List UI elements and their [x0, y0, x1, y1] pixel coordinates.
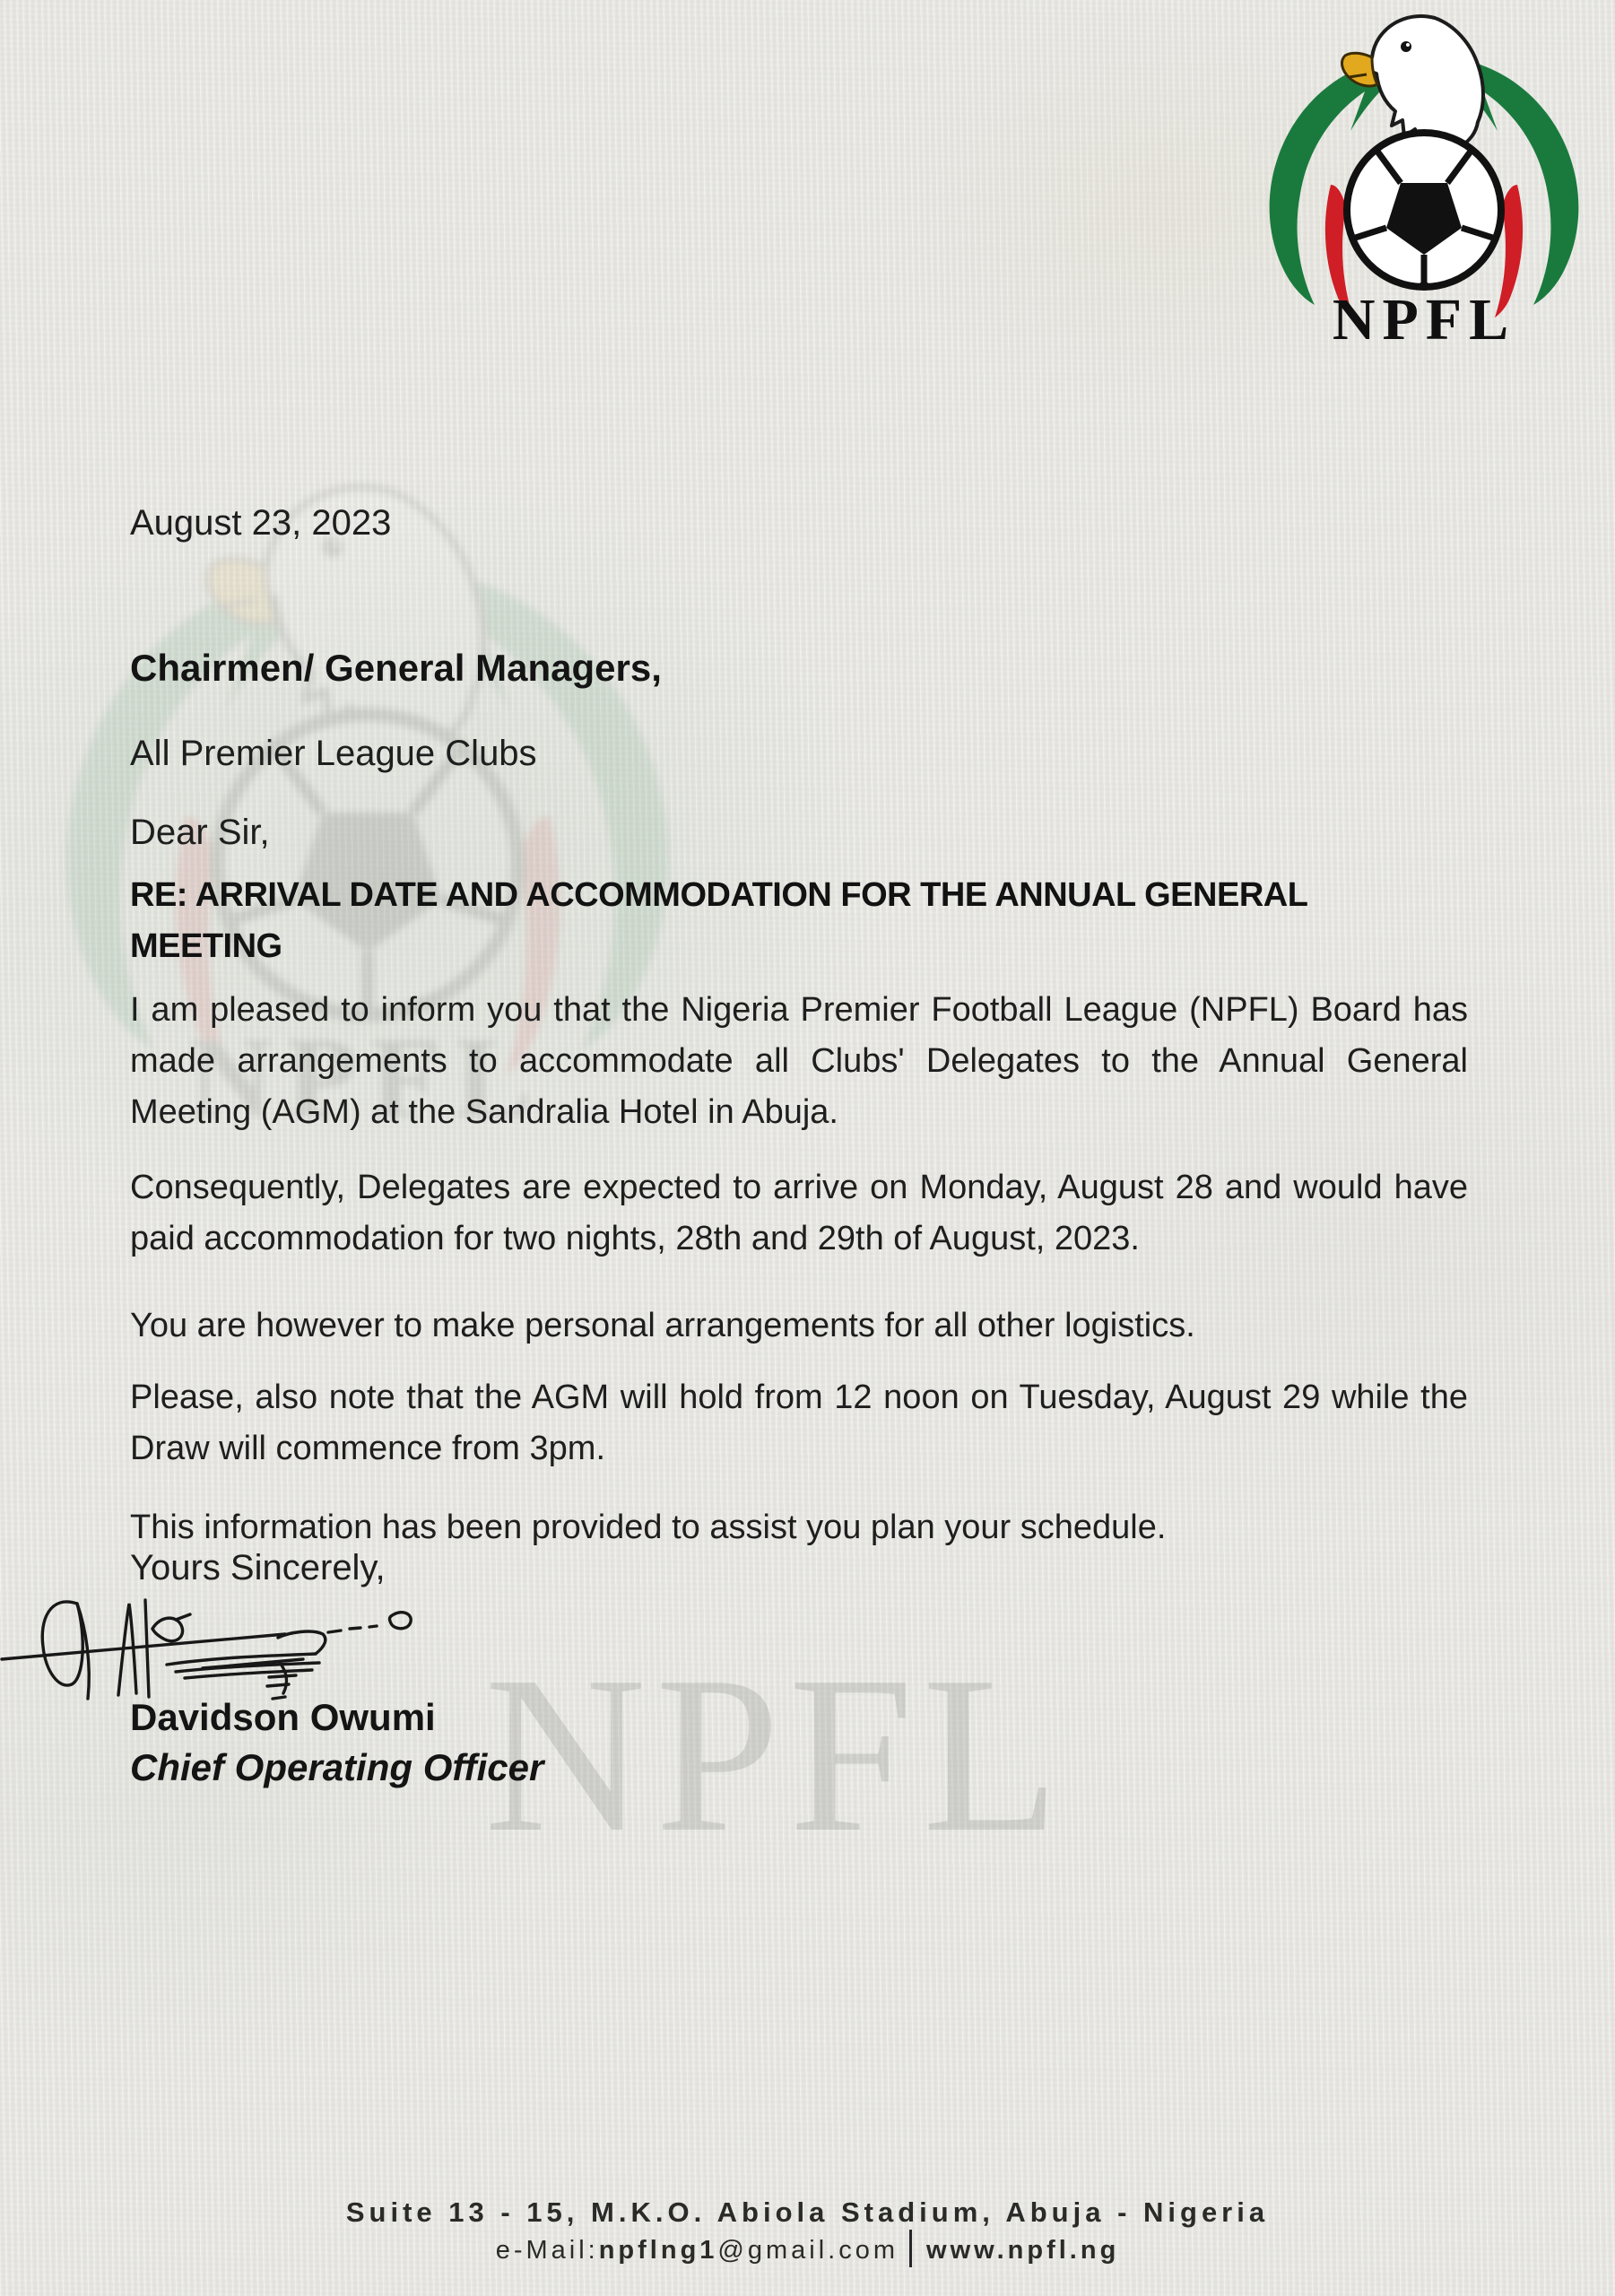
npfl-text-watermark: NPFL: [484, 1631, 1069, 1879]
npfl-crest-logo: [1245, 5, 1603, 351]
footer-email-domain: @gmail.com: [717, 2236, 899, 2265]
recipient-line-2: All Premier League Clubs: [130, 734, 537, 773]
recipient-line-1: Chairmen/ General Managers,: [130, 647, 662, 689]
signatory-name: Davidson Owumi: [130, 1696, 436, 1738]
crest-wordmark: NPFL: [1332, 287, 1516, 351]
closing: Yours Sincerely,: [130, 1548, 386, 1587]
paragraph-2: Consequently, Delegates are expected to arrive on Monday, August 28 and would have paid accommodation for two nights, 28th and 29th of August, 2023.: [130, 1169, 1468, 1257]
footer-email-label: e-Mail:: [495, 2236, 599, 2265]
signature: [0, 1589, 421, 1710]
paragraph-5: This information has been provided to assist you plan your schedule.: [130, 1509, 1167, 1546]
footer-email-user: npflng1: [598, 2236, 718, 2265]
salutation: Dear Sir,: [130, 813, 270, 852]
paragraph-3: You are however to make personal arrangements for all other logistics.: [130, 1307, 1195, 1344]
footer: [0, 2196, 1615, 2268]
paragraph-4: Please, also note that the AGM will hold from 12 noon on Tuesday, August 29 while the Draw will commence from 3pm.: [130, 1378, 1468, 1467]
footer-separator-bar: [909, 2230, 912, 2267]
footer-website: www.npfl.ng: [926, 2236, 1120, 2265]
signatory-title: Chief Operating Officer: [130, 1746, 544, 1788]
letter-date: August 23, 2023: [130, 503, 392, 543]
paragraph-1: I am pleased to inform you that the Nigeria Premier Football League (NPFL) Board has made arrangements to accommodate all Clubs' Delegates to the Annual General Meeting (AGM) at the Sandralia Hotel in Abuja.: [130, 991, 1468, 1131]
footer-address: Suite 13 - 15, M.K.O. Abiola Stadium, Abuja - Nigeria: [345, 2196, 1270, 2228]
subject-line: RE: ARRIVAL DATE AND ACCOMMODATION FOR THE ANNUAL GENERAL MEETING: [130, 876, 1307, 965]
footer-contacts: [0, 2230, 1615, 2268]
